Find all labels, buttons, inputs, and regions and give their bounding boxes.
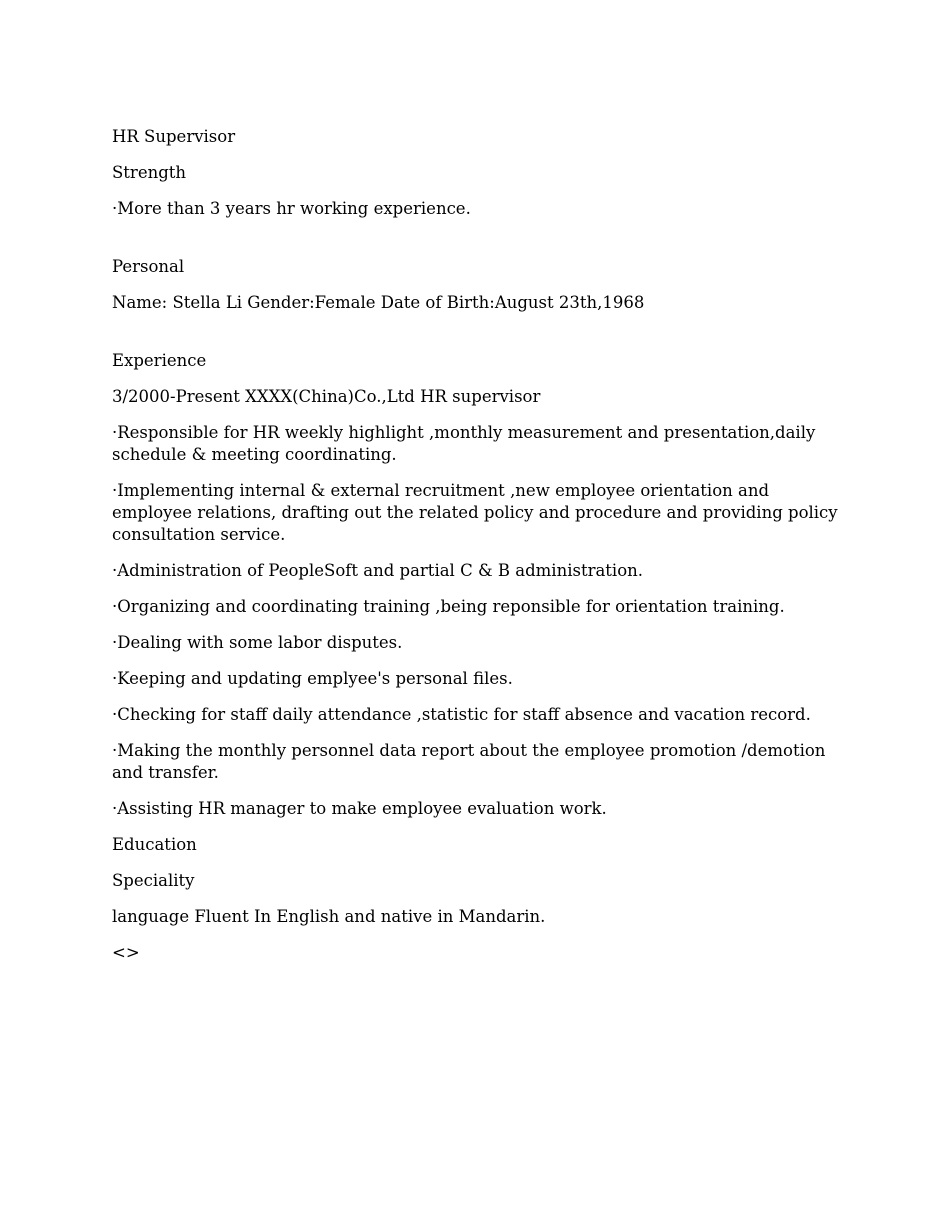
- strength-item: ·More than 3 years hr working experience.: [112, 199, 471, 218]
- personal-details: Name: Stella Li Gender:Female Date of Birth:August 23th,1968: [112, 293, 645, 312]
- speciality-heading: Speciality: [112, 871, 195, 890]
- duty-item: ·Organizing and coordinating training ,being reponsible for orientation training.: [112, 597, 785, 616]
- duty-item: ·Administration of PeopleSoft and partial C & B administration.: [112, 561, 644, 580]
- language-line: language Fluent In English and native in Mandarin.: [112, 907, 546, 926]
- education-heading: Education: [112, 835, 197, 854]
- personal-heading: Personal: [112, 257, 185, 276]
- duty-item: ·Keeping and updating emplyee's personal files.: [112, 669, 513, 688]
- job-title: HR Supervisor: [112, 127, 236, 146]
- duty-item: ·Dealing with some labor disputes.: [112, 633, 403, 652]
- experience-entry: 3/2000-Present XXXX(China)Co.,Ltd HR supervisor: [112, 387, 541, 406]
- end-marker: <>: [112, 943, 140, 962]
- resume-body: [112, 126, 840, 978]
- strength-heading: Strength: [112, 163, 187, 182]
- duty-item: ·Responsible for HR weekly highlight ,monthly measurement and presentation,daily schedule & meeting coordinating.: [112, 423, 816, 464]
- experience-heading: Experience: [112, 351, 207, 370]
- duty-item: ·Making the monthly personnel data report about the employee promotion /demotion and transfer.: [112, 741, 826, 782]
- duty-item: ·Checking for staff daily attendance ,statistic for staff absence and vacation record.: [112, 705, 811, 724]
- duty-item: ·Implementing internal & external recruitment ,new employee orientation and employee relations, drafting out the related policy and procedure and providing policy consultation service.: [112, 481, 838, 544]
- duty-item: ·Assisting HR manager to make employee evaluation work.: [112, 799, 607, 818]
